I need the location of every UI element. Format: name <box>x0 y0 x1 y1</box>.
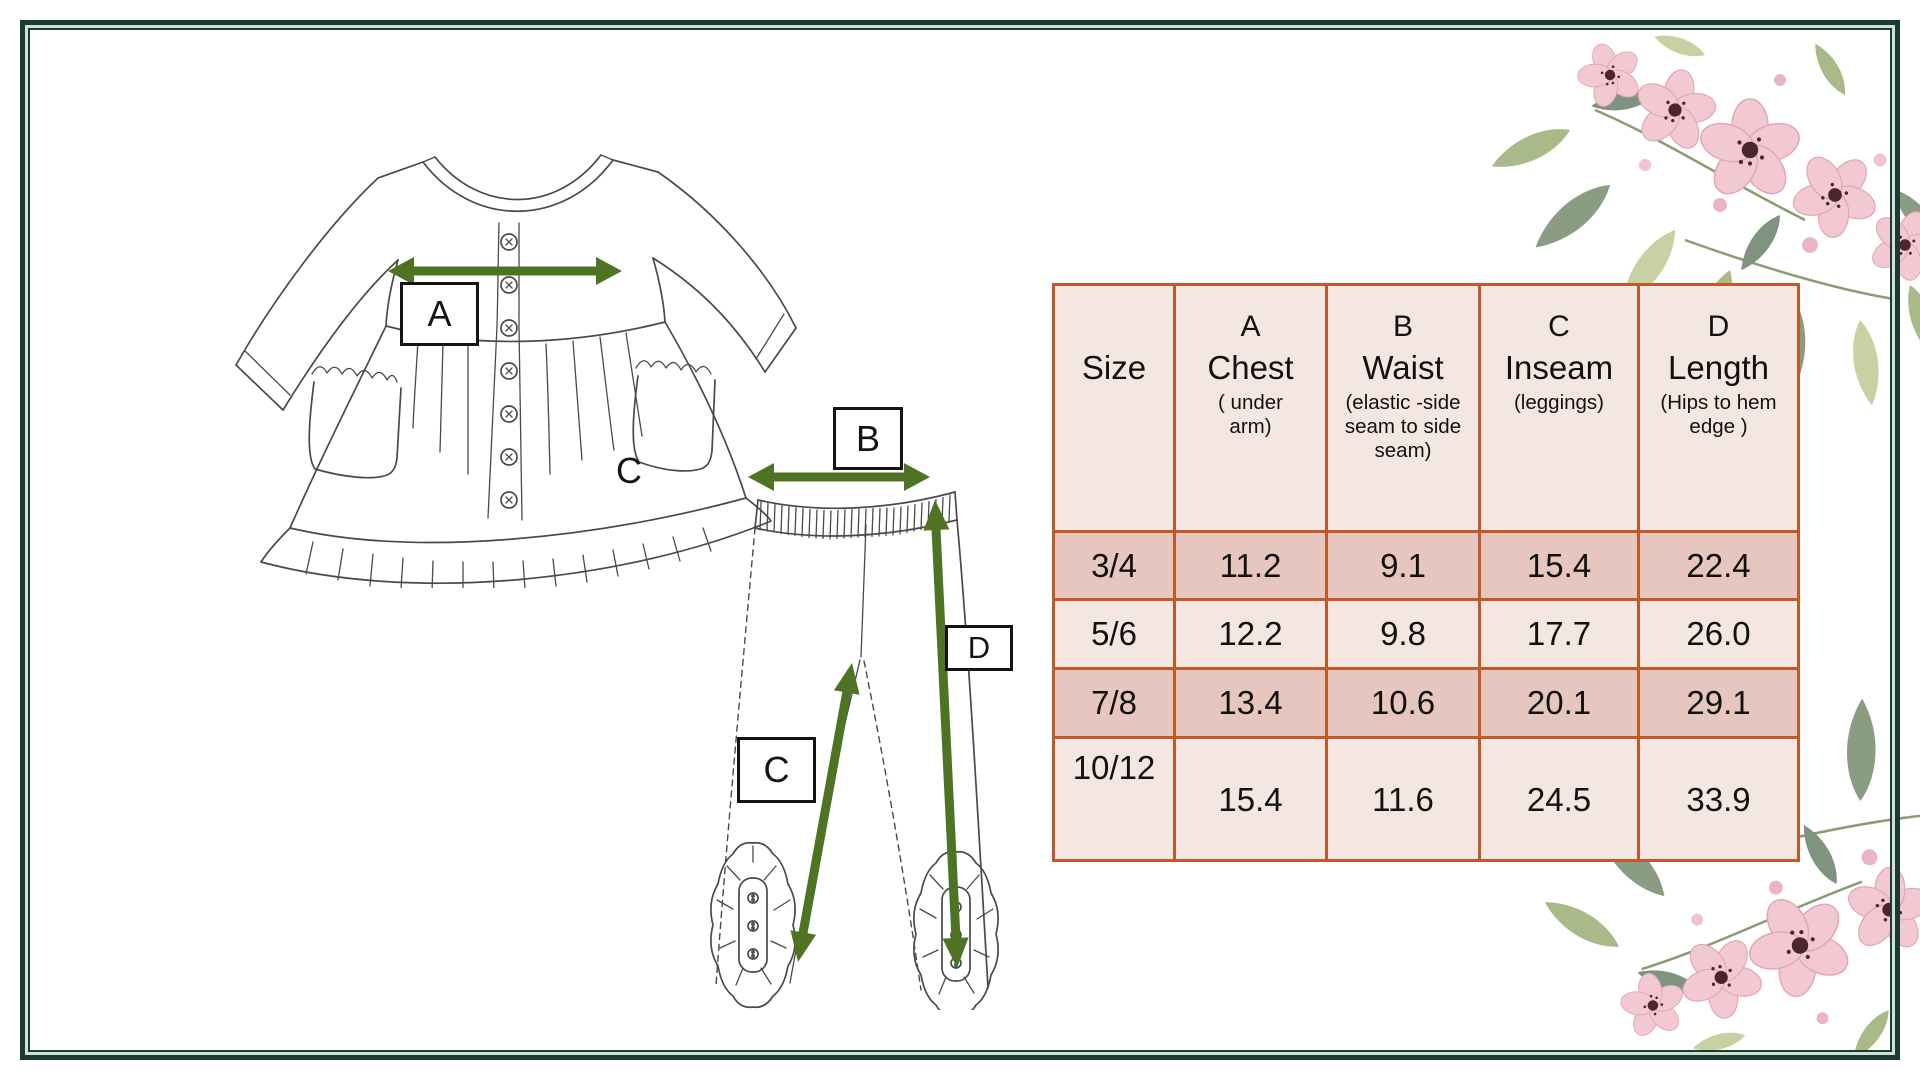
label-box-inseam: C <box>737 737 816 803</box>
col-sublabel: (elastic -side seam to side seam) <box>1344 391 1462 462</box>
table-row <box>1055 670 1800 739</box>
col-sublabel: (Hips to hem edge ) <box>1660 391 1777 438</box>
waist-cell: 10.6 <box>1328 670 1481 739</box>
size-cell: 10/12 <box>1055 739 1176 862</box>
length-cell: 26.0 <box>1640 601 1800 670</box>
col-sublabel: (leggings) <box>1513 391 1605 414</box>
tunic-length-letter: C <box>616 450 642 491</box>
length-arrow <box>923 500 968 968</box>
col-header-chest <box>1176 286 1328 533</box>
col-label: Inseam <box>1504 349 1614 386</box>
waist-cell: 9.1 <box>1328 533 1481 601</box>
inseam-arrow <box>791 663 860 962</box>
col-letter: A <box>1240 310 1261 343</box>
col-sublabel: ( under arm) <box>1218 391 1283 438</box>
table-row <box>1055 601 1800 670</box>
col-header-length <box>1640 286 1800 533</box>
size-cell: 5/6 <box>1055 601 1176 670</box>
chest-cell: 13.4 <box>1176 670 1328 739</box>
length-cell: 29.1 <box>1640 670 1800 739</box>
col-header-inseam <box>1481 286 1640 533</box>
table-row <box>1055 533 1800 601</box>
inseam-cell: 17.7 <box>1481 601 1640 670</box>
length-cell: 33.9 <box>1640 739 1800 862</box>
col-header-size <box>1055 286 1176 533</box>
waist-cell: 9.8 <box>1328 601 1481 670</box>
size-cell: 3/4 <box>1055 533 1176 601</box>
length-cell: 22.4 <box>1640 533 1800 601</box>
label-box-chest: A <box>400 282 479 346</box>
col-label: Length <box>1668 349 1769 386</box>
table-row <box>1055 739 1800 862</box>
col-letter: D <box>1707 310 1730 343</box>
col-letter: C <box>1548 310 1570 343</box>
col-letter: B <box>1392 310 1413 343</box>
chest-arrow <box>388 257 622 285</box>
size-table <box>1052 283 1800 862</box>
label-box-length: D <box>945 625 1013 671</box>
col-label: Size <box>1081 349 1147 386</box>
waist-cell: 11.6 <box>1328 739 1481 862</box>
size-cell: 7/8 <box>1055 670 1176 739</box>
chest-cell: 12.2 <box>1176 601 1328 670</box>
inseam-cell: 24.5 <box>1481 739 1640 862</box>
size-table-header <box>1055 286 1800 533</box>
label-box-waist: B <box>833 407 903 470</box>
inseam-cell: 20.1 <box>1481 670 1640 739</box>
col-label: Chest <box>1207 349 1294 386</box>
inseam-cell: 15.4 <box>1481 533 1640 601</box>
col-label: Waist <box>1362 349 1444 386</box>
col-header-waist <box>1328 286 1481 533</box>
chest-cell: 11.2 <box>1176 533 1328 601</box>
chest-cell: 15.4 <box>1176 739 1328 862</box>
